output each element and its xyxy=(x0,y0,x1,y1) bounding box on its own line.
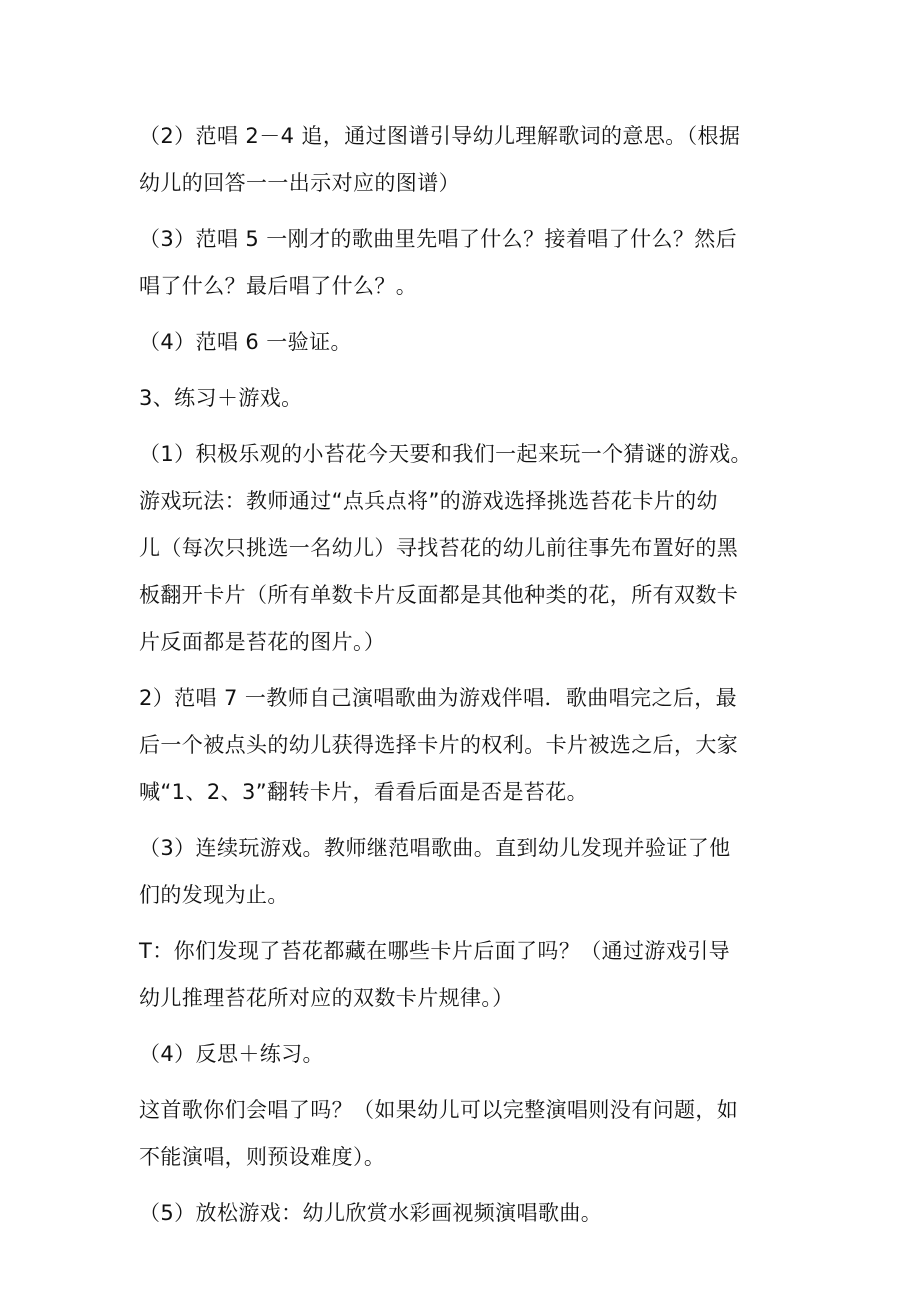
paragraph-step-3 xyxy=(139,216,784,310)
text-line: （1）积极乐观的小苔花今天要和我们一起来玩一个猜谜的游戏。 xyxy=(139,442,752,466)
text-line: （3）连续玩游戏。教师继范唱歌曲。直到幼儿发现并验证了他 xyxy=(139,836,731,860)
paragraph-game-singing xyxy=(139,675,784,816)
text-line: 板翻开卡片（所有单数卡片反面都是其他种类的花，所有双数卡 xyxy=(139,583,739,607)
paragraph-game-rules xyxy=(139,431,784,666)
paragraph-step-2 xyxy=(139,113,784,207)
text-line: （2）范唱 2－4 追，通过图谱引导幼儿理解歌词的意思。（根据 xyxy=(139,124,741,148)
paragraph-teacher-question xyxy=(139,928,784,1022)
paragraph-step-4 xyxy=(139,319,784,366)
text-line: 幼儿的回答一一出示对应的图谱） xyxy=(139,171,460,195)
text-line: （3）范唱 5 一刚才的歌曲里先唱了什么？接着唱了什么？然后 xyxy=(139,227,738,251)
text-line: 片反面都是苔花的图片。） xyxy=(139,630,386,654)
text-line: 2）范唱 7 一教师自己演唱歌曲为游戏伴唱．歌曲唱完之后，最 xyxy=(139,686,738,710)
text-line: （4）反思＋练习。 xyxy=(139,1042,324,1066)
text-line: 儿（每次只挑选一名幼儿）寻找苔花的幼儿前往事先布置好的黑 xyxy=(139,536,739,560)
text-line: T：你们发现了苔花都藏在哪些卡片后面了吗？（通过游戏引导 xyxy=(139,939,731,963)
text-line: 这首歌你们会唱了吗？（如果幼儿可以完整演唱则没有问题，如 xyxy=(139,1098,739,1122)
text-line: 幼儿推理苔花所对应的双数卡片规律。） xyxy=(139,986,514,1010)
text-line: 们的发现为止。 xyxy=(139,883,289,907)
text-line: 喊“1、2、3”翻转卡片，看看后面是否是苔花。 xyxy=(139,780,589,804)
document-body xyxy=(139,113,784,1246)
text-line: 唱了什么？最后唱了什么？。 xyxy=(139,274,418,298)
paragraph-continue-game xyxy=(139,825,784,919)
paragraph-reflection-heading xyxy=(139,1031,784,1078)
text-line: 游戏玩法：教师通过“点兵点将”的游戏选择挑选苔花卡片的幼 xyxy=(139,489,718,513)
text-line: 后一个被点头的幼儿获得选择卡片的权利。卡片被选之后，大家 xyxy=(139,733,739,757)
text-line: （4）范唱 6 一验证。 xyxy=(139,330,352,354)
section-heading-practice-game xyxy=(139,375,784,422)
text-line: （5）放松游戏：幼儿欣赏水彩画视频演唱歌曲。 xyxy=(139,1201,603,1225)
text-line: 不能演唱，则预设难度）。 xyxy=(139,1145,386,1169)
paragraph-relax-game xyxy=(139,1190,784,1237)
paragraph-reflection-question xyxy=(139,1087,784,1181)
text-line: 3、练习＋游戏。 xyxy=(139,386,303,410)
